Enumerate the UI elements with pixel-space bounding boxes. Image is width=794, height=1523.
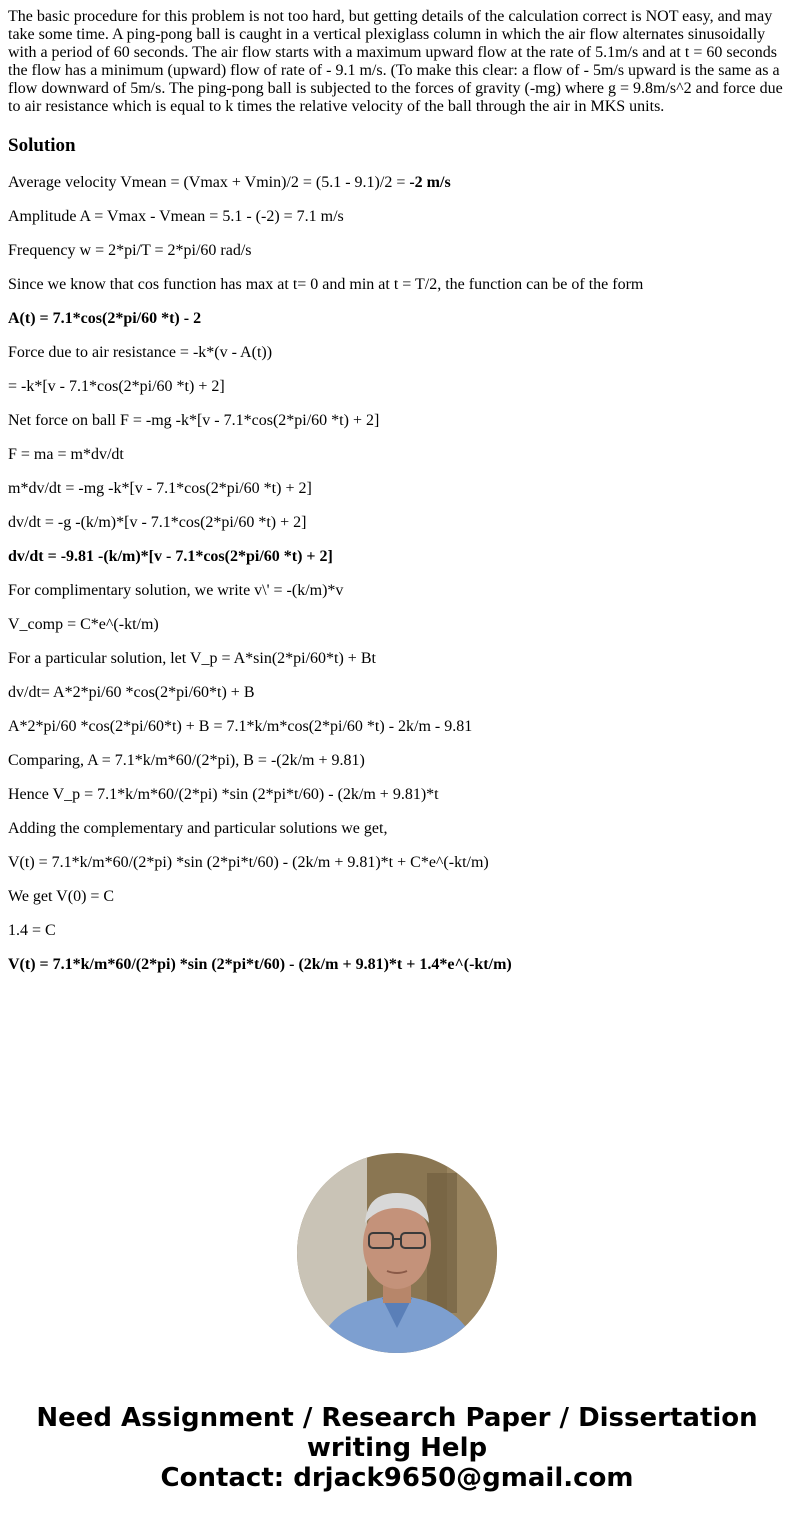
solution-step bbox=[8, 922, 786, 956]
step-text: V(t) = 7.1*k/m*60/(2*pi) *sin (2*pi*t/60) - (2k/m + 9.81)*t + 1.4*e^(-kt/m) bbox=[8, 956, 512, 973]
solution-step bbox=[8, 956, 786, 990]
document-content bbox=[8, 0, 786, 973]
step-text: m*dv/dt = -mg -k*[v - 7.1*cos(2*pi/60 *t) + 2] bbox=[8, 480, 312, 497]
solution-step bbox=[8, 718, 786, 752]
step-text: Hence V_p = 7.1*k/m*60/(2*pi) *sin (2*pi*t/60) - (2k/m + 9.81)*t bbox=[8, 786, 439, 803]
step-text: V(t) = 7.1*k/m*60/(2*pi) *sin (2*pi*t/60) - (2k/m + 9.81)*t + C*e^(-kt/m) bbox=[8, 854, 489, 871]
step-text: Adding the complementary and particular solutions we get, bbox=[8, 820, 388, 837]
solution-step bbox=[8, 752, 786, 786]
step-text: F = ma = m*dv/dt bbox=[8, 446, 124, 463]
solution-step bbox=[8, 820, 786, 854]
step-text: Since we know that cos function has max at t= 0 and min at t = T/2, the function can be of the form bbox=[8, 276, 644, 293]
solution-step bbox=[8, 514, 786, 548]
step-text: A*2*pi/60 *cos(2*pi/60*t) + B = 7.1*k/m*cos(2*pi/60 *t) - 2k/m - 9.81 bbox=[8, 718, 473, 735]
step-text: Net force on ball F = -mg -k*[v - 7.1*cos(2*pi/60 *t) + 2] bbox=[8, 412, 380, 429]
solution-step bbox=[8, 854, 786, 888]
step-result: -2 m/s bbox=[409, 174, 451, 191]
solution-step bbox=[8, 616, 786, 650]
solution-step bbox=[8, 174, 786, 208]
step-text: = -k*[v - 7.1*cos(2*pi/60 *t) + 2] bbox=[8, 378, 225, 395]
solution-step bbox=[8, 378, 786, 412]
solution-step bbox=[8, 480, 786, 514]
step-text: Frequency w = 2*pi/T = 2*pi/60 rad/s bbox=[8, 242, 252, 259]
step-text: A(t) = 7.1*cos(2*pi/60 *t) - 2 bbox=[8, 310, 202, 327]
problem-statement: The basic procedure for this problem is not too hard, but getting details of the calculation correct is NOT easy, and may take some time. A ping-pong ball is caught in a vertical plexiglass column in which the air flow alternates sinusoidally with a period of 60 seconds. The air flow starts with a maximum upward flow at the rate of 5.1m/s and at t = 60 seconds the flow has a minimum (upward) flow of rate of - 9.1 m/s. (To make this clear: a flow of - 5m/s upward is the same as a flow downward of 5m/s. The ping-pong ball is subjected to the forces of gravity (-mg) where g = 9.8m/s^2 and force due to air resistance which is equal to k times the relative velocity of the ball through the air in MKS units. bbox=[8, 8, 783, 115]
solution-step bbox=[8, 276, 786, 310]
solution-step bbox=[8, 582, 786, 616]
step-text: Amplitude A = Vmax - Vmean = 5.1 - (-2) = 7.1 m/s bbox=[8, 208, 344, 225]
solution-step bbox=[8, 208, 786, 242]
footer-contact: Contact: drjack9650@gmail.com bbox=[160, 1463, 634, 1493]
step-text: We get V(0) = C bbox=[8, 888, 115, 905]
solution-step bbox=[8, 888, 786, 922]
solution-steps bbox=[8, 174, 786, 990]
solution-step bbox=[8, 786, 786, 820]
step-text: dv/dt = -g -(k/m)*[v - 7.1*cos(2*pi/60 *t) + 2] bbox=[8, 514, 307, 531]
solution-step bbox=[8, 344, 786, 378]
author-photo-image bbox=[297, 1153, 497, 1353]
step-text: dv/dt = -9.81 -(k/m)*[v - 7.1*cos(2*pi/60 *t) + 2] bbox=[8, 548, 333, 565]
solution-step bbox=[8, 242, 786, 276]
solution-step bbox=[8, 684, 786, 718]
step-text: 1.4 = C bbox=[8, 922, 56, 939]
step-text: V_comp = C*e^(-kt/m) bbox=[8, 616, 159, 633]
step-text: For complimentary solution, we write v\' = -(k/m)*v bbox=[8, 582, 344, 599]
solution-step bbox=[8, 446, 786, 480]
step-text: Average velocity Vmean = (Vmax + Vmin)/2 = (5.1 - 9.1)/2 = bbox=[8, 174, 410, 191]
solution-step bbox=[8, 548, 786, 582]
footer-line-1: Need Assignment / Research Paper / Dissertation bbox=[36, 1403, 758, 1433]
step-text: Force due to air resistance = -k*(v - A(t)) bbox=[8, 344, 273, 361]
step-text: Comparing, A = 7.1*k/m*60/(2*pi), B = -(2k/m + 9.81) bbox=[8, 752, 365, 769]
step-text: dv/dt= A*2*pi/60 *cos(2*pi/60*t) + B bbox=[8, 684, 255, 701]
solution-step bbox=[8, 310, 786, 344]
footer-line-2: writing Help bbox=[306, 1433, 488, 1463]
solution-step bbox=[8, 650, 786, 684]
solution-heading: Solution bbox=[8, 135, 76, 156]
step-text: For a particular solution, let V_p = A*sin(2*pi/60*t) + Bt bbox=[8, 650, 376, 667]
solution-step bbox=[8, 412, 786, 446]
author-photo bbox=[297, 1153, 497, 1353]
footer-ad bbox=[0, 1403, 794, 1493]
